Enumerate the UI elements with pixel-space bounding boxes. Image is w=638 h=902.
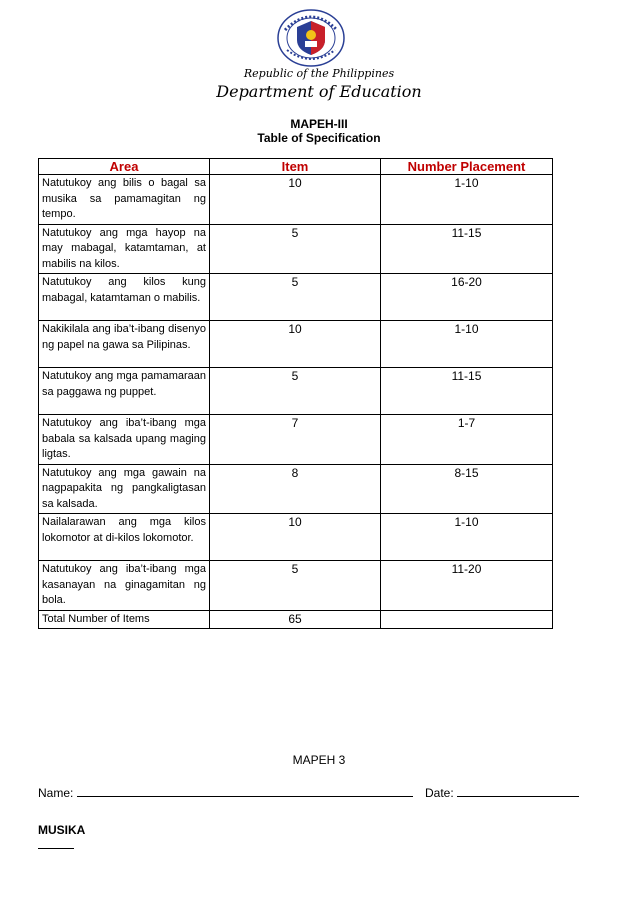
table-row bbox=[39, 274, 553, 321]
republic-text: Republic of the Philippines bbox=[243, 67, 395, 80]
table-header-row bbox=[39, 159, 553, 175]
column-header-placement: Number Placement bbox=[381, 159, 553, 175]
table-row bbox=[39, 561, 553, 611]
column-header-area: Area bbox=[39, 159, 210, 175]
area-cell: Nakikilala ang iba’t-ibang disenyo ng papel na gawa sa Pilipinas. bbox=[39, 321, 210, 368]
area-cell: Nailalarawan ang mga kilos lokomotor at di-kilos lokomotor. bbox=[39, 514, 210, 561]
column-header-item: Item bbox=[210, 159, 381, 175]
area-cell: Natutukoy ang mga pamamaraan sa paggawa ng puppet. bbox=[39, 368, 210, 415]
area-cell: Natutukoy ang iba’t-ibang mga kasanayan na ginagamitan ng bola. bbox=[39, 561, 210, 611]
table-row bbox=[39, 224, 553, 274]
table-row bbox=[39, 415, 553, 465]
document-subtitle: Table of Specification bbox=[257, 131, 381, 145]
placement-cell: 8-15 bbox=[381, 464, 553, 514]
subject-label: MAPEH 3 bbox=[292, 753, 346, 767]
item-cell: 7 bbox=[210, 415, 381, 465]
item-cell: 10 bbox=[210, 514, 381, 561]
date-field[interactable] bbox=[425, 785, 579, 800]
table-row bbox=[39, 464, 553, 514]
area-cell: Natutukoy ang bilis o bagal sa musika sa pamamagitan ng tempo. bbox=[39, 175, 210, 225]
table-row bbox=[39, 175, 553, 225]
total-row bbox=[39, 610, 553, 628]
item-cell: 5 bbox=[210, 224, 381, 274]
area-cell: Natutukoy ang mga gawain na nagpapakita ng pangkaligtasan sa kalsada. bbox=[39, 464, 210, 514]
short-blank-line bbox=[38, 848, 74, 849]
placement-cell: 11-20 bbox=[381, 561, 553, 611]
name-blank-line[interactable] bbox=[77, 785, 413, 797]
date-label: Date: bbox=[425, 786, 454, 800]
placement-cell: 11-15 bbox=[381, 368, 553, 415]
table-row bbox=[39, 514, 553, 561]
section-heading: MUSIKA bbox=[38, 823, 86, 837]
item-cell: 8 bbox=[210, 464, 381, 514]
item-cell: 5 bbox=[210, 368, 381, 415]
document-title: MAPEH-III bbox=[290, 117, 348, 131]
placement-cell: 11-15 bbox=[381, 224, 553, 274]
area-cell: Natutukoy ang mga hayop na may mabagal, katamtaman, at mabilis na kilos. bbox=[39, 224, 210, 274]
total-label: Total Number of Items bbox=[39, 610, 210, 628]
table-row bbox=[39, 368, 553, 415]
placement-cell: 1-10 bbox=[381, 321, 553, 368]
department-text: Department of Education bbox=[216, 82, 422, 101]
total-placement bbox=[381, 610, 553, 628]
placement-cell: 1-7 bbox=[381, 415, 553, 465]
name-label: Name: bbox=[38, 786, 74, 800]
table-row bbox=[39, 321, 553, 368]
item-cell: 10 bbox=[210, 175, 381, 225]
specification-table bbox=[38, 158, 553, 629]
name-field[interactable] bbox=[38, 785, 413, 800]
item-cell: 5 bbox=[210, 274, 381, 321]
area-cell: Natutukoy ang kilos kung mabagal, katamtaman o mabilis. bbox=[39, 274, 210, 321]
placement-cell: 16-20 bbox=[381, 274, 553, 321]
date-blank-line[interactable] bbox=[457, 785, 579, 797]
placement-cell: 1-10 bbox=[381, 514, 553, 561]
placement-cell: 1-10 bbox=[381, 175, 553, 225]
deped-seal-logo bbox=[275, 8, 347, 68]
total-items: 65 bbox=[210, 610, 381, 628]
item-cell: 5 bbox=[210, 561, 381, 611]
area-cell: Natutukoy ang iba’t-ibang mga babala sa kalsada upang maging ligtas. bbox=[39, 415, 210, 465]
item-cell: 10 bbox=[210, 321, 381, 368]
